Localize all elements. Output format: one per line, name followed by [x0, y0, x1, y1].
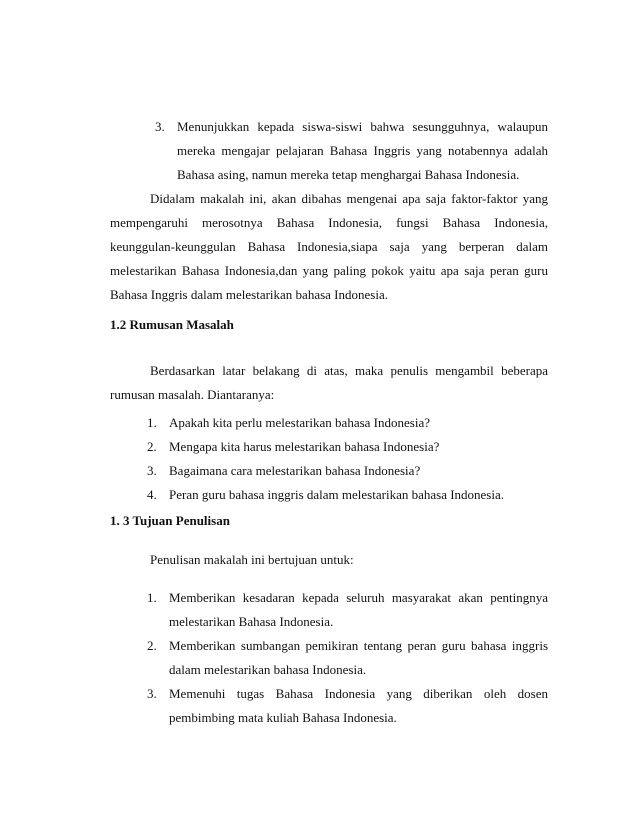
list-item-text: Memenuhi tugas Bahasa Indonesia yang diberikan oleh dosen pembimbing mata kuliah Bahasa Indonesia.: [169, 686, 548, 725]
list-item-number: 3.: [147, 686, 157, 701]
list-item-number: 1.: [147, 415, 157, 430]
list-item-number: 2.: [147, 439, 157, 454]
intro-block: [110, 187, 548, 307]
list-item-text: Memberikan sumbangan pemikiran tentang peran guru bahasa inggris dalam melestarikan bahasa Indonesia.: [169, 638, 548, 677]
list-item-number: 4.: [147, 487, 157, 502]
list-item: [147, 483, 548, 507]
list-item: [155, 115, 548, 187]
list-item: [147, 682, 548, 730]
list-item: [147, 634, 548, 682]
list-item-text: Bagaimana cara melestarikan bahasa Indonesia?: [169, 463, 421, 478]
rumusan-list: [147, 411, 548, 507]
list-item-number: 3.: [147, 463, 157, 478]
list-item-text: Peran guru bahasa inggris dalam melestarikan bahasa Indonesia.: [169, 487, 504, 502]
list-item-text: Mengapa kita harus melestarikan bahasa Indonesia?: [169, 439, 440, 454]
list-item-number: 3.: [155, 119, 165, 134]
tujuan-paragraph-block: [110, 548, 548, 572]
list-item-text: Menunjukkan kepada siswa-siswi bahwa sesungguhnya, walaupun mereka mengajar pelajaran Bahasa Inggris yang notabennya adalah Bahasa asing, namun mereka tetap menghargai Bahasa Indonesia.: [177, 119, 548, 182]
tujuan-list: [147, 586, 548, 730]
rumusan-paragraph-block: [110, 359, 548, 407]
list-item-text: Apakah kita perlu melestarikan bahasa Indonesia?: [169, 415, 430, 430]
list-item: [147, 459, 548, 483]
list-item: [147, 586, 548, 634]
list-item-number: 2.: [147, 638, 157, 653]
tujuan-paragraph: Penulisan makalah ini bertujuan untuk:: [150, 552, 354, 567]
list-item: [147, 411, 548, 435]
section-heading-tujuan-penulisan: 1. 3 Tujuan Penulisan: [110, 513, 230, 528]
list-item: [147, 435, 548, 459]
section-heading-rumusan-masalah: 1.2 Rumusan Masalah: [110, 317, 234, 332]
intro-paragraph: Didalam makalah ini, akan dibahas mengenai apa saja faktor-faktor yang mempengaruhi merosotnya Bahasa Indonesia, fungsi Bahasa Indonesia, keunggulan-keunggulan Bahasa Indonesia,siapa saja yang berperan dalam melestarikan Bahasa Indonesia,dan yang paling pokok yaitu apa saja peran guru Bahasa Inggris dalam melestarikan bahasa Indonesia.: [110, 191, 548, 302]
list-item-text: Memberikan kesadaran kepada seluruh masyarakat akan pentingnya melestarikan Bahasa Indonesia.: [169, 590, 548, 629]
rumusan-paragraph: Berdasarkan latar belakang di atas, maka penulis mengambil beberapa rumusan masalah. Diantaranya:: [110, 363, 548, 402]
list-item-number: 1.: [147, 590, 157, 605]
top-list: [155, 115, 548, 187]
